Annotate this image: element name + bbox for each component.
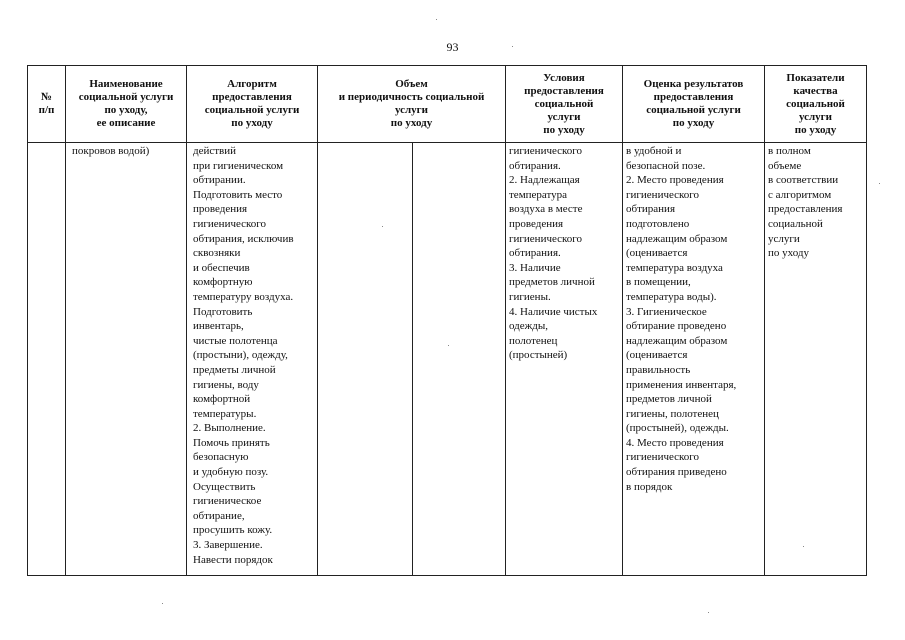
header-volume: Объем и периодичность социальной услуги по уходу — [318, 66, 506, 143]
scan-speck — [803, 546, 804, 547]
header-service-name: Наименование социальной услуги по уходу, ее описание — [66, 66, 187, 143]
scan-speck — [382, 226, 383, 227]
scan-speck — [708, 612, 709, 613]
cell-algorithm: действий при гигиеническом обтирании. Подготовить место проведения гигиенического обтирания, исключив сквозняки и обеспечив комфортную температуру воздуха. Подготовить инвентарь, чистые полотенца (простыни), одежду, предметы личной гигиены, воду комфортной температуры. 2. Выполнение. Помочь принять безопасную и удобную позу. Осуществить гигиеническое обтирание, просушить кожу. 3. Завершение. Навести порядок — [187, 143, 318, 576]
cell-volume-right — [413, 143, 505, 575]
cell-volume — [318, 143, 506, 576]
header-num: № п/п — [28, 66, 66, 143]
cell-evaluation: в удобной и безопасной позе. 2. Место проведения гигиенического обтирания подготовлено надлежащим образом (оценивается температура воздуха в помещении, температура воды). 3. Гигиеническое обтирание проведено надлежащим образом (оценивается правильность применения инвентаря, предметов личной гигиены, полотенец (простыней), одежды. 4. Место проведения гигиенического обтирания приведено в порядок — [623, 143, 765, 576]
cell-service-name: покровов водой) — [66, 143, 187, 576]
cell-quality: в полном объеме в соответствии с алгоритмом предоставления социальной услуги по уходу — [765, 143, 867, 576]
cell-num — [28, 143, 66, 576]
scan-speck — [448, 345, 449, 346]
page-number: 93 — [446, 40, 459, 54]
scan-speck — [436, 19, 437, 20]
table-row — [28, 143, 867, 576]
scan-speck — [512, 46, 513, 47]
header-conditions: Условия предоставления социальной услуги по уходу — [506, 66, 623, 143]
cell-volume-left — [318, 143, 413, 575]
header-quality: Показатели качества социальной услуги по уходу — [765, 66, 867, 143]
scan-speck — [162, 603, 163, 604]
header-algorithm: Алгоритм предоставления социальной услуги по уходу — [187, 66, 318, 143]
header-evaluation: Оценка результатов предоставления социальной услуги по уходу — [623, 66, 765, 143]
table-header-row — [28, 66, 867, 143]
scan-speck — [879, 183, 880, 184]
cell-conditions: гигиенического обтирания. 2. Надлежащая температура воздуха в месте проведения гигиенического обтирания. 3. Наличие предметов личной гигиены. 4. Наличие чистых одежды, полотенец (простыней) — [506, 143, 623, 576]
services-table — [27, 65, 867, 576]
